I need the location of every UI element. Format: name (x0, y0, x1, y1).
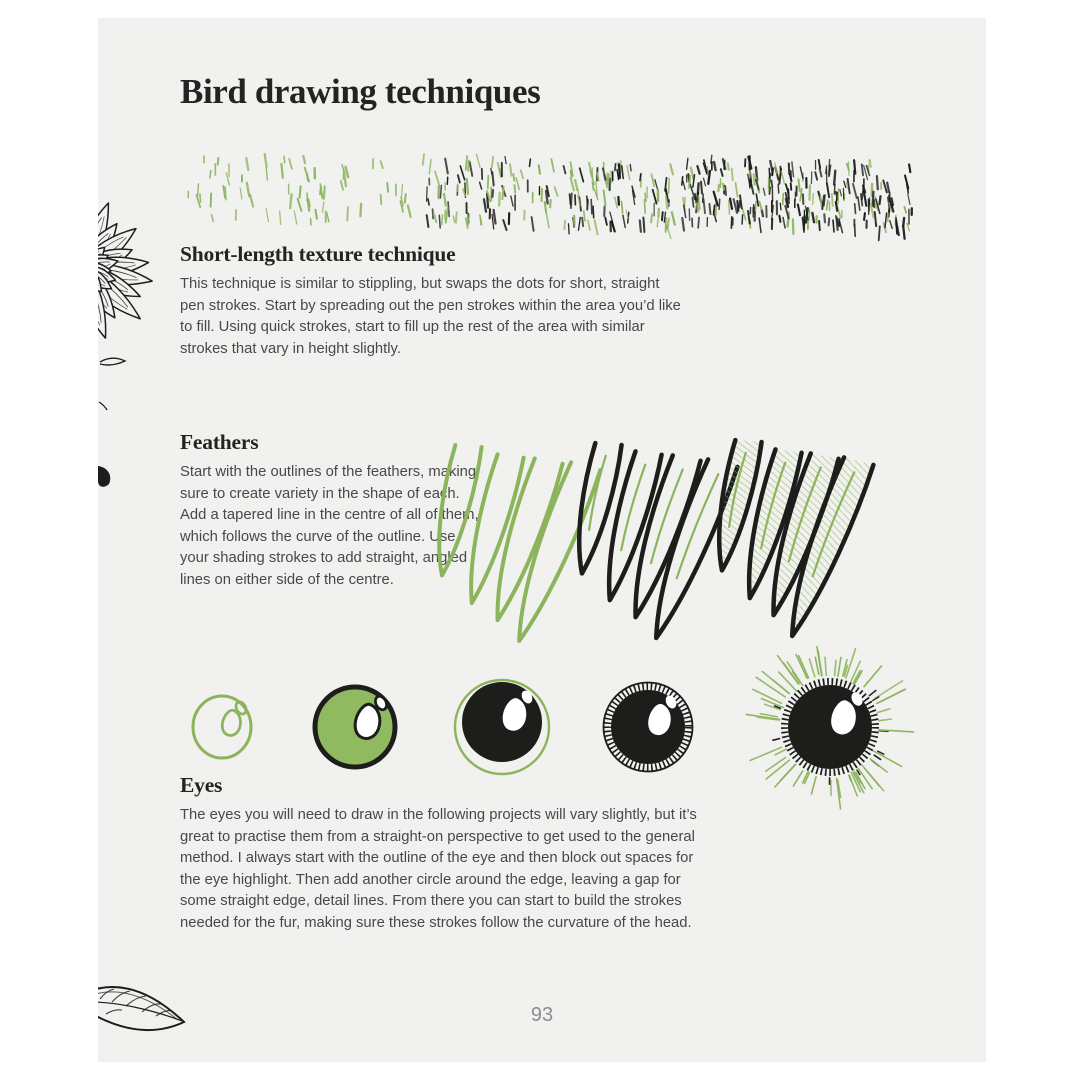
section-eyes (180, 773, 698, 934)
section-texture (180, 242, 685, 360)
sketch-fragments (98, 348, 138, 518)
eyes-body: The eyes you will need to draw in the following projects will vary slightly, but it’s great to practise them from a straight-on perspective to get used to the general method. I always start with the outline of the eye and then block out spaces for the eye highlight. Then add another circle around the edge, leaving a gap for some straight edge, detail lines. From there you can start to build the strokes needed for the fur, making sure these strokes follow the curvature of the head. (180, 807, 697, 931)
texture-swatch-illustrations (168, 138, 916, 250)
page-number: 93 (530, 1004, 554, 1026)
section-feathers (180, 430, 480, 591)
feathers-heading: Feathers (180, 430, 259, 454)
page-title: Bird drawing techniques (180, 72, 541, 111)
feather-stage-illustrations (443, 416, 928, 661)
feathers-body: Start with the outlines of the feathers, making sure to create variety in the shape of each. Add a tapered line in the centre of all of them, which follows the curve of the outline. Use your shading strokes to add straight, angled lines on either side of the centre. (180, 464, 479, 588)
leaf-sketch (98, 976, 208, 1061)
book-page (98, 18, 986, 1062)
texture-heading: Short-length texture technique (180, 242, 456, 266)
eyes-heading: Eyes (180, 773, 223, 797)
texture-body: This technique is similar to stippling, but swaps the dots for short, straight pen strokes. Start by spreading out the pen strokes within the area you’d like to fill. Using quick strokes, start to fill up the rest of the area with similar strokes that vary in height slightly. (180, 276, 681, 357)
